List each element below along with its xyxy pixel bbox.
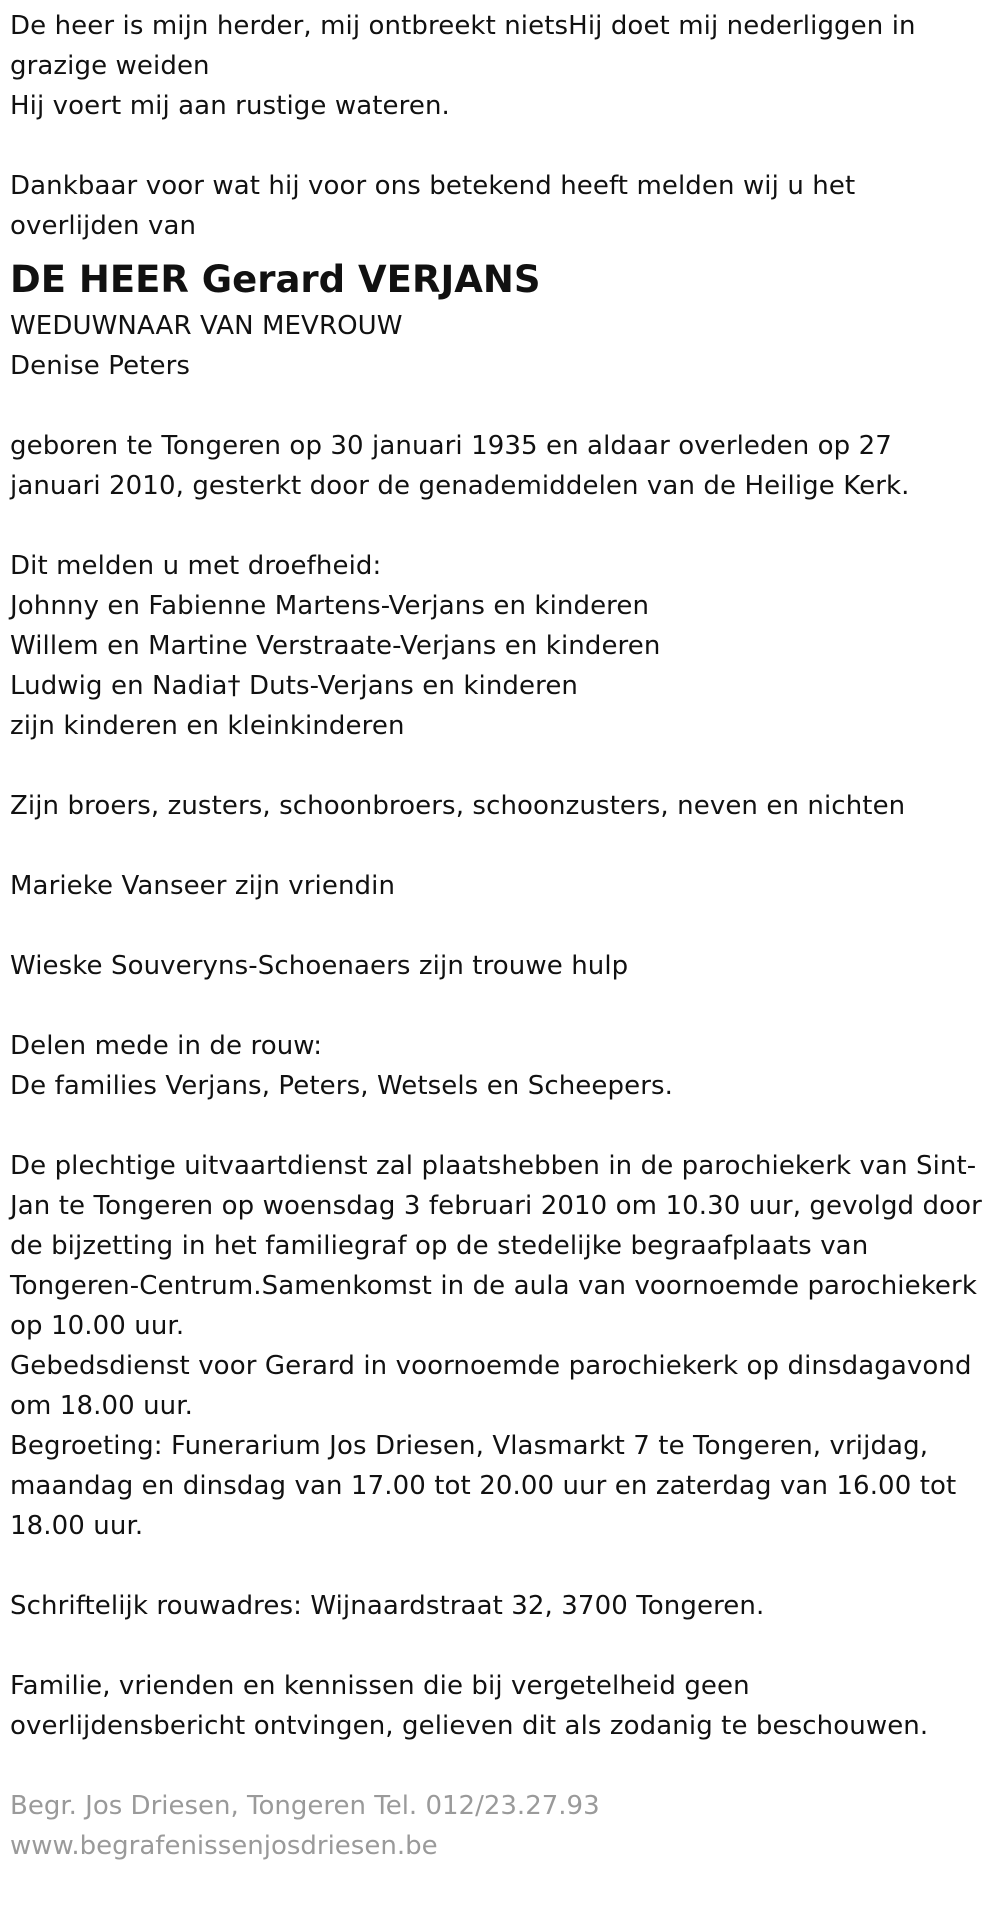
spouse-name: Denise Peters xyxy=(10,351,190,381)
spacer xyxy=(10,826,990,866)
spacer xyxy=(10,1546,990,1586)
helper-text: Wieske Souveryns-Schoenaers zijn trouwe hulp xyxy=(10,951,629,981)
siblings-text: Zijn broers, zusters, schoonbroers, schoonzusters, neven en nichten xyxy=(10,791,906,821)
friend-text: Marieke Vanseer zijn vriendin xyxy=(10,871,396,901)
family-member: Willem en Martine Verstraate-Verjans en kinderen xyxy=(10,631,661,661)
birth-death-text: geboren te Tongeren op 30 januari 1935 en aldaar overleden op 27 januari 2010, gesterkt door de genademiddelen van de Heilige Kerk. xyxy=(10,431,910,501)
visitation-text: Begroeting: Funerarium Jos Driesen, Vlasmarkt 7 te Tongeren, vrijdag, maandag en dinsdag van 17.00 tot 20.00 uur en zaterdag van 16.00 tot 18.00 uur. xyxy=(10,1431,957,1541)
family-member: zijn kinderen en kleinkinderen xyxy=(10,711,405,741)
psalm-line-2: Hij voert mij aan rustige wateren. xyxy=(10,91,450,121)
spacer xyxy=(10,986,990,1026)
deceased-name: DE HEER Gerard VERJANS xyxy=(10,258,541,301)
psalm-line-1: De heer is mijn herder, mij ontbreekt nietsHij doet mij nederliggen in grazige weiden xyxy=(10,11,916,81)
funeral-service-text: De plechtige uitvaartdienst zal plaatshebben in de parochiekerk van Sint-Jan te Tongeren op woensdag 3 februari 2010 om 10.30 uur, gevolgd door de bijzetting in het familiegraf op de stedelijke begraafplaats van Tongeren-Centrum.Samenkomst in de aula van voornoemde parochiekerk op 10.00 uur. xyxy=(10,1151,982,1341)
spacer xyxy=(10,746,990,786)
spacer xyxy=(10,1746,990,1786)
mourning-address: Schriftelijk rouwadres: Wijnaardstraat 32, 3700 Tongeren. xyxy=(10,1591,765,1621)
spacer xyxy=(10,906,990,946)
family-member: Ludwig en Nadia† Duts-Verjans en kinderen xyxy=(10,671,578,701)
spacer xyxy=(10,386,990,426)
undertaker-contact: Begr. Jos Driesen, Tongeren Tel. 012/23.27.93 xyxy=(10,1791,600,1821)
mourning-families: De families Verjans, Peters, Wetsels en Scheepers. xyxy=(10,1071,673,1101)
family-heading: Dit melden u met droefheid: xyxy=(10,551,382,581)
spacer xyxy=(10,506,990,546)
spacer xyxy=(10,1626,990,1666)
intro-text: Dankbaar voor wat hij voor ons betekend heeft melden wij u het overlijden van xyxy=(10,171,856,241)
prayer-service-text: Gebedsdienst voor Gerard in voornoemde parochiekerk op dinsdagavond om 18.00 uur. xyxy=(10,1351,972,1421)
mourning-heading: Delen mede in de rouw: xyxy=(10,1031,323,1061)
undertaker-website[interactable]: www.begrafenissenjosdriesen.be xyxy=(10,1831,438,1861)
notice-text: Familie, vrienden en kennissen die bij vergetelheid geen overlijdensbericht ontvingen, gelieven dit als zodanig te beschouwen. xyxy=(10,1671,929,1741)
deceased-status: WEDUWNAAR VAN MEVROUW xyxy=(10,311,403,341)
spacer xyxy=(10,126,990,166)
spacer xyxy=(10,1106,990,1146)
family-member: Johnny en Fabienne Martens-Verjans en kinderen xyxy=(10,591,650,621)
